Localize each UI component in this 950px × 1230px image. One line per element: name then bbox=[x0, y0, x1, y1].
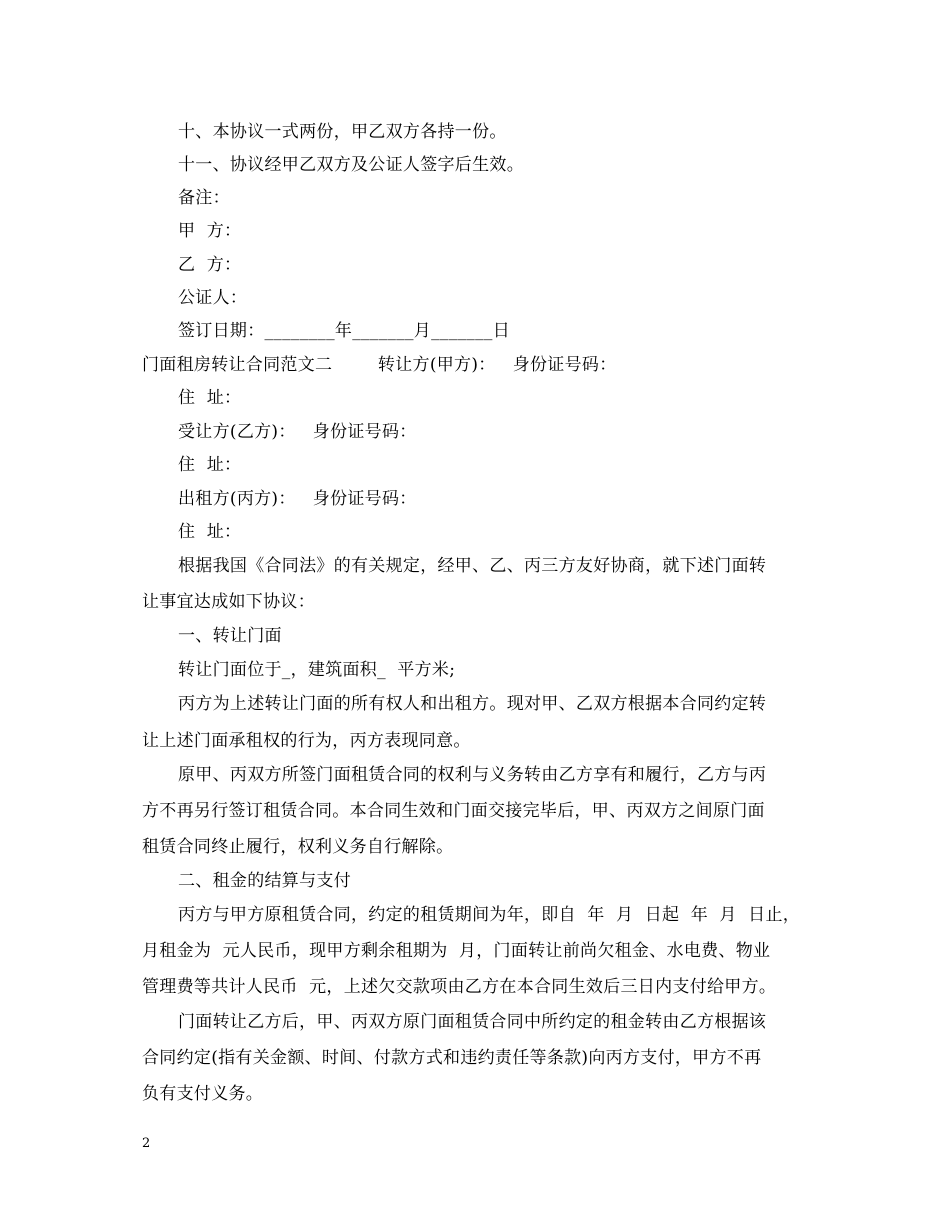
section-1-para1-line2: 让上述门面承租权的行为，丙方表现同意。 bbox=[142, 731, 471, 751]
clause-11: 十一、协议经甲乙双方及公证人签字后生效。 bbox=[178, 155, 524, 175]
section-1-para2-line3: 租赁合同终止履行，权利义务自行解除。 bbox=[142, 837, 454, 857]
page-number: 2 bbox=[142, 1136, 151, 1151]
transferee-address: 住 址： bbox=[178, 455, 242, 475]
section-2-para2-line1: 门面转让乙方后，甲、丙双方原门面租赁合同中所约定的租金转由乙方根据该 bbox=[178, 1012, 767, 1032]
section-1-para2-line1: 原甲、丙双方所签门面租赁合同的权利与义务转由乙方享有和履行，乙方与丙 bbox=[178, 765, 767, 785]
transferee-line: 受让方(乙方)： 身份证号码： bbox=[178, 422, 417, 442]
section-1-heading: 一、转让门面 bbox=[178, 626, 282, 646]
party-a-label: 甲 方： bbox=[178, 221, 242, 241]
lessor-address: 住 址： bbox=[178, 522, 242, 542]
notary-label: 公证人： bbox=[178, 288, 248, 308]
section-2-para1-line2: 月租金为 元人民币，现甲方剩余租期为 月，门面转让前尚欠租金、水电费、物业 bbox=[142, 941, 771, 961]
transferor-address: 住 址： bbox=[178, 388, 242, 408]
section-2-para2-line2: 合同约定(指有关金额、时间、付款方式和违约责任等条款)向丙方支付，甲方不再 bbox=[142, 1048, 762, 1068]
preamble-line-1: 根据我国《合同法》的有关规定，经甲、乙、丙三方友好协商，就下述门面转 bbox=[178, 556, 767, 576]
section-2-para1-line1: 丙方与甲方原租赁合同，约定的租赁期间为年，即自 年 月 日起 年 月 日止， bbox=[178, 905, 801, 925]
party-b-label: 乙 方： bbox=[178, 255, 242, 275]
section-1-location: 转让门面位于_，建筑面积_ 平方米; bbox=[178, 660, 456, 680]
lessor-line: 出租方(丙方)： 身份证号码： bbox=[178, 489, 417, 509]
section-2-para1-line3: 管理费等共计人民币 元，上述欠交款项由乙方在本合同生效后三日内支付给甲方。 bbox=[142, 977, 777, 997]
section-1-para1-line1: 丙方为上述转让门面的所有权人和出租方。现对甲、乙双方根据本合同约定转 bbox=[178, 694, 767, 714]
section-2-para2-line3: 负有支付义务。 bbox=[142, 1084, 264, 1104]
section-title-transferor: 门面租房转让合同范文二 转让方(甲方)： 身份证号码： bbox=[142, 355, 617, 375]
preamble-line-2: 让事宜达成如下协议： bbox=[142, 592, 315, 612]
clause-10: 十、本协议一式两份，甲乙双方各持一份。 bbox=[178, 122, 507, 142]
remarks-label: 备注： bbox=[178, 188, 230, 208]
section-1-para2-line2: 方不再另行签订租赁合同。本合同生效和门面交接完毕后，甲、丙双方之间原门面 bbox=[142, 801, 765, 821]
signing-date-line: 签订日期：________年_______月_______日 bbox=[178, 321, 510, 341]
section-2-heading: 二、租金的结算与支付 bbox=[178, 871, 351, 891]
